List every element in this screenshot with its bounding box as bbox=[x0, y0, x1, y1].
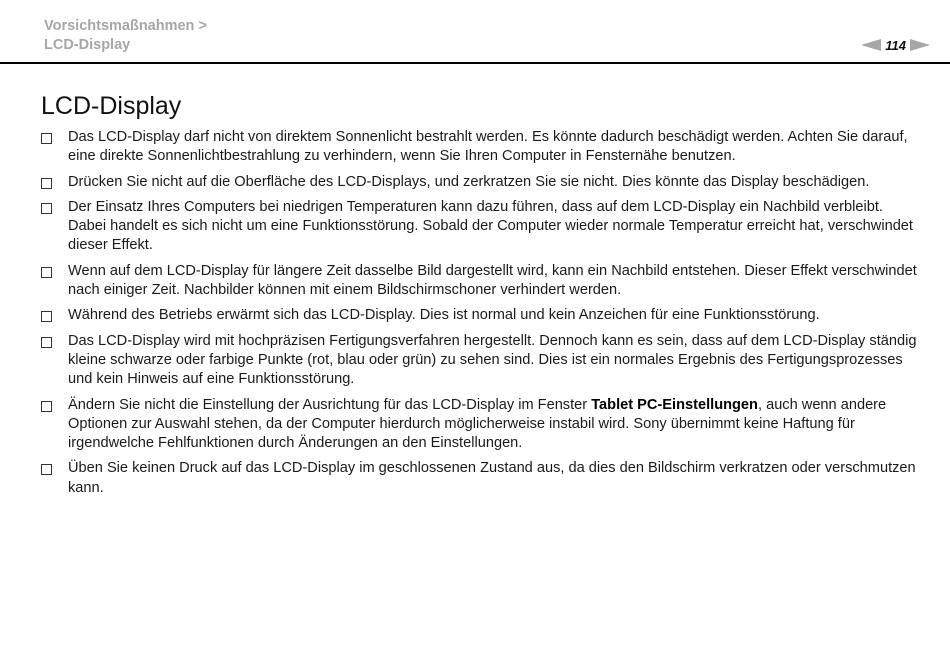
list-item-text: Üben Sie keinen Druck auf das LCD-Display im geschlossenen Zustand aus, da dies den Bildschirm verkratzen oder verschmutzen kann. bbox=[68, 460, 916, 496]
checkbox-bullet-icon bbox=[41, 401, 52, 412]
checkbox-bullet-icon bbox=[41, 337, 52, 348]
list-item-text-before: Ändern Sie nicht die Einstellung der Ausrichtung für das LCD-Display im Fenster bbox=[68, 396, 592, 413]
checkbox-bullet-icon bbox=[41, 464, 52, 475]
tablet-pc-settings-term: Tablet PC-Einstellungen bbox=[591, 396, 758, 413]
list-item-text: Wenn auf dem LCD-Display für längere Zeit dasselbe Bild dargestellt wird, kann ein Nachbild entstehen. Dieser Effekt verschwindet nach einiger Zeit. Nachbilder können mit einem Bildschirmschoner verhindert werden. bbox=[68, 262, 917, 299]
breadcrumb-page: LCD-Display bbox=[44, 37, 131, 53]
list-item bbox=[40, 459, 920, 498]
breadcrumb bbox=[44, 17, 207, 55]
page-title: LCD-Display bbox=[41, 92, 182, 120]
list-item bbox=[40, 128, 920, 167]
list-item-text: Das LCD-Display darf nicht von direktem Sonnenlicht bestrahlt werden. Es könnte dadurch beschädigt werden. Achten Sie darauf, eine direkte Sonnenlichtbestrahlung zu verhindern, wenn Sie Ihren Computer in Fensternähe benutzen. bbox=[68, 129, 908, 165]
list-item-text: Drücken Sie nicht auf die Oberfläche des LCD-Displays, und zerkratzen Sie sie nicht. Dies könnte das Display beschädigen. bbox=[68, 173, 870, 190]
list-item-text-after: , auch wenn andere Optionen zur Auswahl stehen, da der Computer hierdurch möglicherweise instabil wird. Sony übernimmt keine Haftung für irgendwelche Fehlfunktionen durch Änderungen an den Einstellungen. bbox=[68, 396, 887, 452]
page-navigation bbox=[861, 36, 930, 54]
list-item bbox=[40, 198, 920, 256]
page-header bbox=[0, 0, 950, 64]
breadcrumb-section: Vorsichtsmaßnahmen > bbox=[44, 18, 207, 34]
list-item bbox=[40, 262, 920, 301]
header-divider bbox=[0, 62, 950, 64]
next-page-icon[interactable] bbox=[910, 39, 930, 51]
checkbox-bullet-icon bbox=[41, 267, 52, 278]
checkbox-bullet-icon bbox=[41, 203, 52, 214]
previous-page-icon[interactable] bbox=[861, 39, 881, 51]
list-item bbox=[40, 173, 920, 192]
checkbox-bullet-icon bbox=[41, 133, 52, 144]
precaution-list bbox=[40, 128, 920, 504]
page-number: 114 bbox=[885, 37, 906, 53]
list-item bbox=[40, 306, 920, 325]
list-item bbox=[40, 332, 920, 390]
checkbox-bullet-icon bbox=[41, 311, 52, 322]
list-item-text: Während des Betriebs erwärmt sich das LCD-Display. Dies ist normal und kein Anzeichen für eine Funktionsstörung. bbox=[68, 307, 820, 324]
checkbox-bullet-icon bbox=[41, 178, 52, 189]
list-item bbox=[40, 396, 920, 454]
list-item-text: Der Einsatz Ihres Computers bei niedrigen Temperaturen kann dazu führen, dass auf dem LCD-Display ein Nachbild verbleibt. Dabei handelt es sich nicht um eine Funktionsstörung. Sobald der Computer wieder normale Temperatur erreicht hat, verschwindet dieser Effekt. bbox=[68, 198, 913, 254]
list-item-text: Das LCD-Display wird mit hochpräzisen Fertigungsverfahren hergestellt. Dennoch kann es sein, dass auf dem LCD-Display ständig kleine schwarze oder farbige Punkte (rot, blau oder grün) zu sehen sind. Dies ist ein normales Ergebnis des Fertigungsprozesses und kein Hinweis auf eine Funktionsstörung. bbox=[68, 332, 917, 388]
